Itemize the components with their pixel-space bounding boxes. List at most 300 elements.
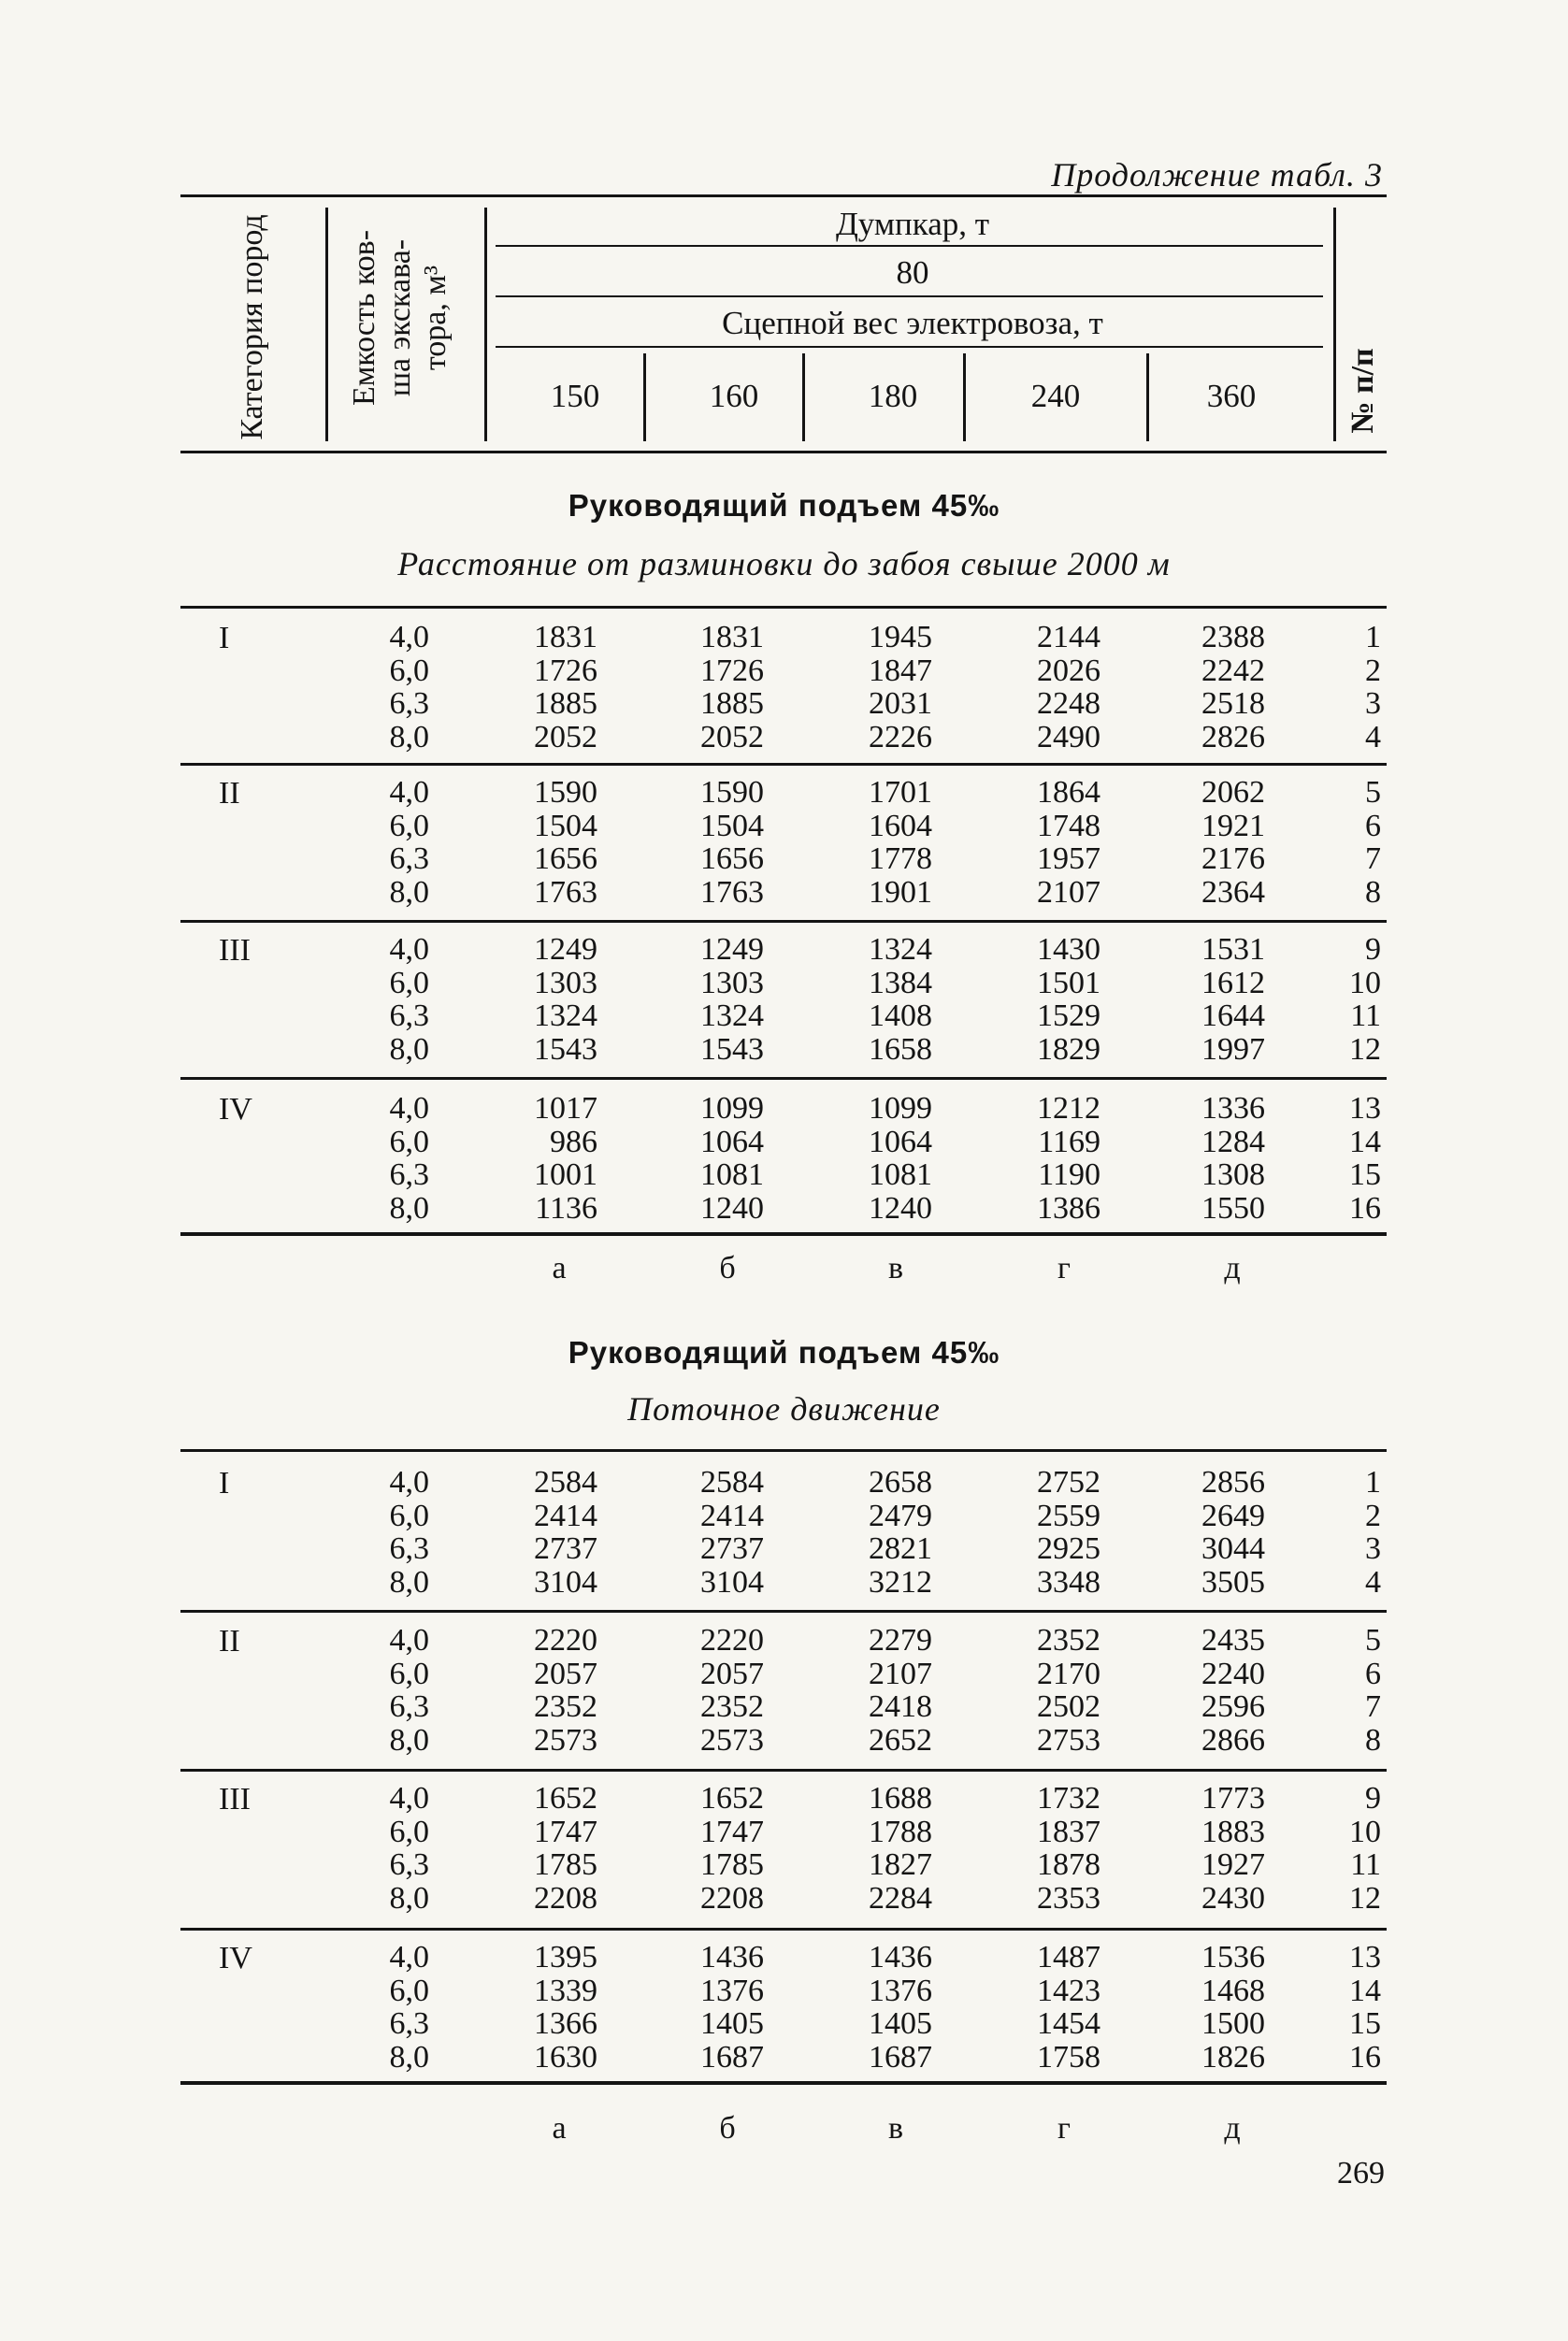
bucket-capacity: 6,0: [389, 1973, 429, 2008]
bucket-capacity: 8,0: [389, 1031, 429, 1067]
section-top-rule: [180, 606, 1387, 609]
table-row: [0, 654, 1568, 688]
row-number: 10: [1349, 965, 1381, 1000]
section-title: Руководящий подъем 45‰: [568, 488, 1000, 523]
value-cell: 1945: [869, 620, 932, 654]
value-cell: 2414: [534, 1498, 597, 1533]
value-cell: 1687: [700, 2039, 764, 2075]
value-cell: 2821: [869, 1531, 932, 1566]
row-number: 10: [1349, 1814, 1381, 1849]
section-title: Руководящий подъем 45‰: [568, 1335, 1000, 1370]
value-cell: 2220: [700, 1623, 764, 1658]
value-cell: 1652: [700, 1781, 764, 1816]
value-cell: 3104: [700, 1564, 764, 1600]
value-cell: 1550: [1201, 1190, 1265, 1226]
value-cell: 3505: [1201, 1564, 1265, 1600]
value-cell: 2057: [534, 1656, 597, 1691]
value-cell: 1436: [700, 1940, 764, 1975]
loco-weight-col: 360: [1206, 378, 1257, 414]
row-number: 2: [1365, 1498, 1381, 1533]
bucket-capacity: 6,0: [389, 1656, 429, 1691]
value-cell: 2414: [700, 1498, 764, 1533]
value-cell: 1847: [869, 653, 932, 688]
row-number: 3: [1365, 1531, 1381, 1566]
value-cell: 2144: [1037, 620, 1100, 654]
row-number: 14: [1349, 1124, 1381, 1159]
table-row: [0, 2041, 1568, 2075]
bucket-capacity: 6,0: [389, 808, 429, 843]
row-number: 11: [1350, 1847, 1381, 1882]
capacity-header-line: Емкость ков-: [347, 229, 381, 407]
row-number: 14: [1349, 1973, 1381, 2008]
row-number: 9: [1365, 1781, 1381, 1816]
value-cell: 1487: [1037, 1940, 1100, 1975]
value-cell: 2866: [1201, 1722, 1265, 1758]
value-cell: 3348: [1037, 1564, 1100, 1600]
value-cell: 1190: [1038, 1157, 1100, 1192]
header-divider: [1146, 353, 1149, 441]
column-letter: д: [1224, 1251, 1241, 1285]
value-cell: 1500: [1201, 2006, 1265, 2041]
group-rule: [180, 2081, 1387, 2085]
table-row: [0, 1158, 1568, 1192]
bucket-capacity: 6,3: [389, 998, 429, 1033]
category-label: II: [219, 776, 240, 811]
group-rule: [180, 1769, 1387, 1772]
dumpcar-label: Думпкар, т: [835, 206, 990, 242]
row-number: 12: [1349, 1880, 1381, 1916]
value-cell: 1827: [869, 1847, 932, 1882]
value-cell: 2925: [1037, 1531, 1100, 1566]
value-cell: 1504: [700, 808, 764, 843]
column-letter: г: [1057, 1251, 1071, 1285]
value-cell: 2649: [1201, 1498, 1265, 1533]
value-cell: 1536: [1201, 1940, 1265, 1975]
header-bottom-rule: [180, 451, 1387, 453]
bucket-capacity: 4,0: [389, 1781, 429, 1816]
value-cell: 2107: [1037, 874, 1100, 910]
group-rule: [180, 1232, 1387, 1236]
value-cell: 1386: [1037, 1190, 1100, 1226]
value-cell: 1099: [869, 1091, 932, 1126]
value-cell: 1831: [534, 620, 597, 654]
value-cell: 1883: [1201, 1814, 1265, 1849]
header-divider: [963, 353, 966, 441]
value-cell: 2057: [700, 1656, 764, 1691]
value-cell: 2584: [700, 1465, 764, 1500]
bucket-capacity: 4,0: [389, 932, 429, 967]
bucket-capacity: 8,0: [389, 1880, 429, 1916]
row-number: 9: [1365, 932, 1381, 967]
table-row: [0, 876, 1568, 910]
table-row: [0, 999, 1568, 1033]
value-cell: 1436: [869, 1940, 932, 1975]
value-cell: 1829: [1037, 1031, 1100, 1067]
bucket-capacity: 4,0: [389, 1465, 429, 1500]
row-number: 12: [1349, 1031, 1381, 1067]
value-cell: 3044: [1201, 1531, 1265, 1566]
column-letter: д: [1224, 2111, 1241, 2146]
value-cell: 1758: [1037, 2039, 1100, 2075]
table-row: [0, 1724, 1568, 1758]
value-cell: 1531: [1201, 932, 1265, 967]
value-cell: 1927: [1201, 1847, 1265, 1882]
loco-weight-col: 180: [868, 378, 918, 414]
value-cell: 1376: [869, 1973, 932, 2008]
value-cell: 1747: [534, 1814, 597, 1849]
row-number: 7: [1365, 1689, 1381, 1724]
column-letter: в: [887, 1251, 904, 1285]
header-rule: [496, 245, 1323, 247]
value-cell: 2435: [1201, 1623, 1265, 1658]
bucket-capacity: 4,0: [389, 620, 429, 654]
value-cell: 2352: [534, 1689, 597, 1724]
bucket-capacity: 6,0: [389, 1124, 429, 1159]
group-rule: [180, 763, 1387, 766]
value-cell: 1732: [1037, 1781, 1100, 1816]
value-cell: 2352: [700, 1689, 764, 1724]
value-cell: 2170: [1037, 1656, 1100, 1691]
table-row: [0, 2007, 1568, 2041]
value-cell: 2284: [869, 1880, 932, 1916]
table-row: [0, 1500, 1568, 1533]
table-row: [0, 1092, 1568, 1126]
value-cell: 1081: [700, 1157, 764, 1192]
table-row: [0, 1126, 1568, 1159]
value-cell: 1831: [700, 620, 764, 654]
bucket-capacity: 6,3: [389, 1847, 429, 1882]
value-cell: 1688: [869, 1781, 932, 1816]
bucket-capacity: 4,0: [389, 775, 429, 810]
table-caption: Продолжение табл. 3: [1051, 156, 1383, 194]
value-cell: 1468: [1201, 1973, 1265, 2008]
value-cell: 2753: [1037, 1722, 1100, 1758]
table-row: [0, 1816, 1568, 1849]
value-cell: 1249: [534, 932, 597, 967]
value-cell: 2596: [1201, 1689, 1265, 1724]
bucket-capacity: 8,0: [389, 1722, 429, 1758]
table-row: [0, 1941, 1568, 1975]
value-cell: 2826: [1201, 719, 1265, 754]
value-cell: 1303: [534, 965, 597, 1000]
row-number: 6: [1365, 1656, 1381, 1691]
value-cell: 1376: [700, 1973, 764, 2008]
value-cell: 1701: [869, 775, 932, 810]
value-cell: 1878: [1037, 1847, 1100, 1882]
header-divider: [643, 353, 646, 441]
value-cell: 1644: [1201, 998, 1265, 1033]
value-cell: 1081: [869, 1157, 932, 1192]
table-row: [0, 967, 1568, 1000]
value-cell: 2208: [534, 1880, 597, 1916]
value-cell: 1136: [535, 1190, 597, 1226]
value-cell: 1284: [1201, 1124, 1265, 1159]
value-cell: 2388: [1201, 620, 1265, 654]
table-row: [0, 721, 1568, 754]
value-cell: 1747: [700, 1814, 764, 1849]
bucket-capacity: 6,0: [389, 1498, 429, 1533]
value-cell: 2052: [534, 719, 597, 754]
value-cell: 1064: [869, 1124, 932, 1159]
table-row: [0, 810, 1568, 843]
value-cell: 1308: [1201, 1157, 1265, 1192]
value-cell: 1212: [1037, 1091, 1100, 1126]
value-cell: 2208: [700, 1880, 764, 1916]
value-cell: 1604: [869, 808, 932, 843]
capacity-header-line: ша экскава-: [382, 238, 417, 397]
value-cell: 1785: [534, 1847, 597, 1882]
value-cell: 1324: [869, 932, 932, 967]
value-cell: 3212: [869, 1564, 932, 1600]
value-cell: 2584: [534, 1465, 597, 1500]
dumpcar-value: 80: [896, 254, 929, 291]
value-cell: 1099: [700, 1091, 764, 1126]
header-divider: [484, 208, 487, 441]
header-rule: [496, 346, 1323, 348]
value-cell: 1454: [1037, 2006, 1100, 2041]
bucket-capacity: 4,0: [389, 1091, 429, 1126]
group-rule: [180, 1077, 1387, 1080]
value-cell: 1501: [1037, 965, 1100, 1000]
bucket-capacity: 8,0: [389, 719, 429, 754]
bucket-capacity: 6,3: [389, 841, 429, 876]
row-number: 7: [1365, 841, 1381, 876]
value-cell: 1778: [869, 841, 932, 876]
value-cell: 1303: [700, 965, 764, 1000]
table-row: [0, 1690, 1568, 1724]
value-cell: 2279: [869, 1623, 932, 1658]
value-cell: 2052: [700, 719, 764, 754]
value-cell: 2518: [1201, 686, 1265, 721]
value-cell: 2240: [1201, 1656, 1265, 1691]
table-row: [0, 1466, 1568, 1500]
value-cell: 1529: [1037, 998, 1100, 1033]
value-cell: 1249: [700, 932, 764, 967]
value-cell: 2573: [700, 1722, 764, 1758]
bucket-capacity: 6,0: [389, 965, 429, 1000]
value-cell: 2490: [1037, 719, 1100, 754]
value-cell: 2559: [1037, 1498, 1100, 1533]
value-cell: 2752: [1037, 1465, 1100, 1500]
column-letter: а: [552, 1251, 567, 1285]
value-cell: 2737: [700, 1531, 764, 1566]
value-cell: 1590: [700, 775, 764, 810]
value-cell: 1658: [869, 1031, 932, 1067]
bucket-capacity: 6,3: [389, 1157, 429, 1192]
value-cell: 2248: [1037, 686, 1100, 721]
value-cell: 1997: [1201, 1031, 1265, 1067]
value-cell: 2062: [1201, 775, 1265, 810]
value-cell: 2856: [1201, 1465, 1265, 1500]
value-cell: 2176: [1201, 841, 1265, 876]
value-cell: 1864: [1037, 775, 1100, 810]
page-number: 269: [1337, 2156, 1385, 2190]
value-cell: 1763: [534, 874, 597, 910]
value-cell: 2364: [1201, 874, 1265, 910]
value-cell: 2220: [534, 1623, 597, 1658]
value-cell: 1785: [700, 1847, 764, 1882]
value-cell: 1687: [869, 2039, 932, 2075]
category-label: III: [219, 933, 251, 968]
value-cell: 1423: [1037, 1973, 1100, 2008]
row-number: 8: [1365, 874, 1381, 910]
bucket-capacity: 8,0: [389, 874, 429, 910]
value-cell: 1652: [534, 1781, 597, 1816]
row-number: 16: [1349, 1190, 1381, 1226]
table-row: [0, 1624, 1568, 1658]
row-number: 8: [1365, 1722, 1381, 1758]
value-cell: 2352: [1037, 1623, 1100, 1658]
value-cell: 1339: [534, 1973, 597, 2008]
header-divider: [325, 208, 328, 441]
category-label: IV: [219, 1941, 252, 1975]
value-cell: 1336: [1201, 1091, 1265, 1126]
value-cell: 1395: [534, 1940, 597, 1975]
bucket-capacity: 8,0: [389, 1190, 429, 1226]
value-cell: 1405: [869, 2006, 932, 2041]
bucket-capacity: 8,0: [389, 2039, 429, 2075]
value-cell: 2573: [534, 1722, 597, 1758]
row-number: 5: [1365, 1623, 1381, 1658]
category-label: I: [219, 621, 230, 655]
value-cell: 1773: [1201, 1781, 1265, 1816]
group-rule: [180, 1928, 1387, 1931]
value-cell: 2658: [869, 1465, 932, 1500]
bucket-capacity: 6,3: [389, 686, 429, 721]
value-cell: 1543: [700, 1031, 764, 1067]
value-cell: 1630: [534, 2039, 597, 2075]
section-top-rule: [180, 1449, 1387, 1452]
group-rule: [180, 1610, 1387, 1613]
row-number: 15: [1349, 1157, 1381, 1192]
value-cell: 1612: [1201, 965, 1265, 1000]
category-header: Категория пород: [235, 214, 269, 440]
table-row: [0, 1033, 1568, 1067]
row-number: 15: [1349, 2006, 1381, 2041]
table-row: [0, 1782, 1568, 1816]
value-cell: 2026: [1037, 653, 1100, 688]
category-label: I: [219, 1466, 230, 1501]
bucket-capacity: 6,3: [389, 2006, 429, 2041]
column-letter: б: [719, 2111, 736, 2146]
value-cell: 1726: [534, 653, 597, 688]
value-cell: 1240: [700, 1190, 764, 1226]
value-cell: 1504: [534, 808, 597, 843]
value-cell: 1590: [534, 775, 597, 810]
table-row: [0, 1975, 1568, 2008]
row-number: 13: [1349, 1091, 1381, 1126]
header-divider: [802, 353, 805, 441]
value-cell: 1901: [869, 874, 932, 910]
category-label: IV: [219, 1092, 252, 1127]
row-number: 11: [1350, 998, 1381, 1033]
table-row: [0, 842, 1568, 876]
row-number: 5: [1365, 775, 1381, 810]
value-cell: 1324: [534, 998, 597, 1033]
group-rule: [180, 920, 1387, 923]
table-row: [0, 1192, 1568, 1226]
value-cell: 1408: [869, 998, 932, 1033]
value-cell: 3104: [534, 1564, 597, 1600]
value-cell: 1837: [1037, 1814, 1100, 1849]
row-number: 13: [1349, 1940, 1381, 1975]
table-row: [0, 933, 1568, 967]
loco-weight-col: 160: [709, 378, 759, 414]
column-letter: а: [552, 2111, 567, 2146]
value-cell: 1826: [1201, 2039, 1265, 2075]
value-cell: 1885: [534, 686, 597, 721]
category-label: II: [219, 1624, 240, 1659]
value-cell: 1885: [700, 686, 764, 721]
table-row: [0, 687, 1568, 721]
value-cell: 1384: [869, 965, 932, 1000]
section-subtitle: Поточное движение: [627, 1390, 941, 1428]
bucket-capacity: 4,0: [389, 1940, 429, 1975]
row-number: 6: [1365, 808, 1381, 843]
value-cell: 1430: [1037, 932, 1100, 967]
value-cell: 2353: [1037, 1880, 1100, 1916]
row-number: 4: [1365, 1564, 1381, 1600]
value-cell: 1017: [534, 1091, 597, 1126]
table-row: [0, 1848, 1568, 1882]
table-row: [0, 621, 1568, 654]
capacity-header-line: тора, м³: [418, 265, 453, 371]
value-cell: 2418: [869, 1689, 932, 1724]
category-label: III: [219, 1782, 251, 1817]
value-cell: 1748: [1037, 808, 1100, 843]
loco-weight-label: Сцепной вес электровоза, т: [722, 305, 1103, 341]
table-row: [0, 1882, 1568, 1916]
value-cell: 1169: [1038, 1124, 1100, 1159]
value-cell: 1064: [700, 1124, 764, 1159]
value-cell: 1763: [700, 874, 764, 910]
table-row: [0, 1658, 1568, 1691]
column-letter: г: [1057, 2111, 1071, 2146]
bucket-capacity: 6,0: [389, 653, 429, 688]
bucket-capacity: 6,3: [389, 1531, 429, 1566]
value-cell: 2652: [869, 1722, 932, 1758]
value-cell: 1921: [1201, 808, 1265, 843]
value-cell: 1656: [534, 841, 597, 876]
column-letters: [0, 1251, 1568, 1288]
value-cell: 1957: [1037, 841, 1100, 876]
loco-weight-col: 150: [550, 378, 600, 414]
value-cell: 1726: [700, 653, 764, 688]
value-cell: 2107: [869, 1656, 932, 1691]
row-number: 1: [1365, 620, 1381, 654]
header-divider: [1333, 208, 1336, 441]
column-letter: в: [887, 2111, 904, 2146]
value-cell: 1001: [534, 1157, 597, 1192]
table-row: [0, 1566, 1568, 1600]
value-cell: 986: [550, 1124, 597, 1159]
value-cell: 2479: [869, 1498, 932, 1533]
value-cell: 2502: [1037, 1689, 1100, 1724]
capacity-header: [347, 187, 453, 449]
value-cell: 1656: [700, 841, 764, 876]
value-cell: 2242: [1201, 653, 1265, 688]
row-number: 1: [1365, 1465, 1381, 1500]
table-row: [0, 776, 1568, 810]
header-rule: [496, 295, 1323, 297]
row-number: 3: [1365, 686, 1381, 721]
bucket-capacity: 6,0: [389, 1814, 429, 1849]
value-cell: 1405: [700, 2006, 764, 2041]
column-letter: б: [719, 1251, 736, 1285]
value-cell: 1324: [700, 998, 764, 1033]
value-cell: 1543: [534, 1031, 597, 1067]
row-number: 2: [1365, 653, 1381, 688]
